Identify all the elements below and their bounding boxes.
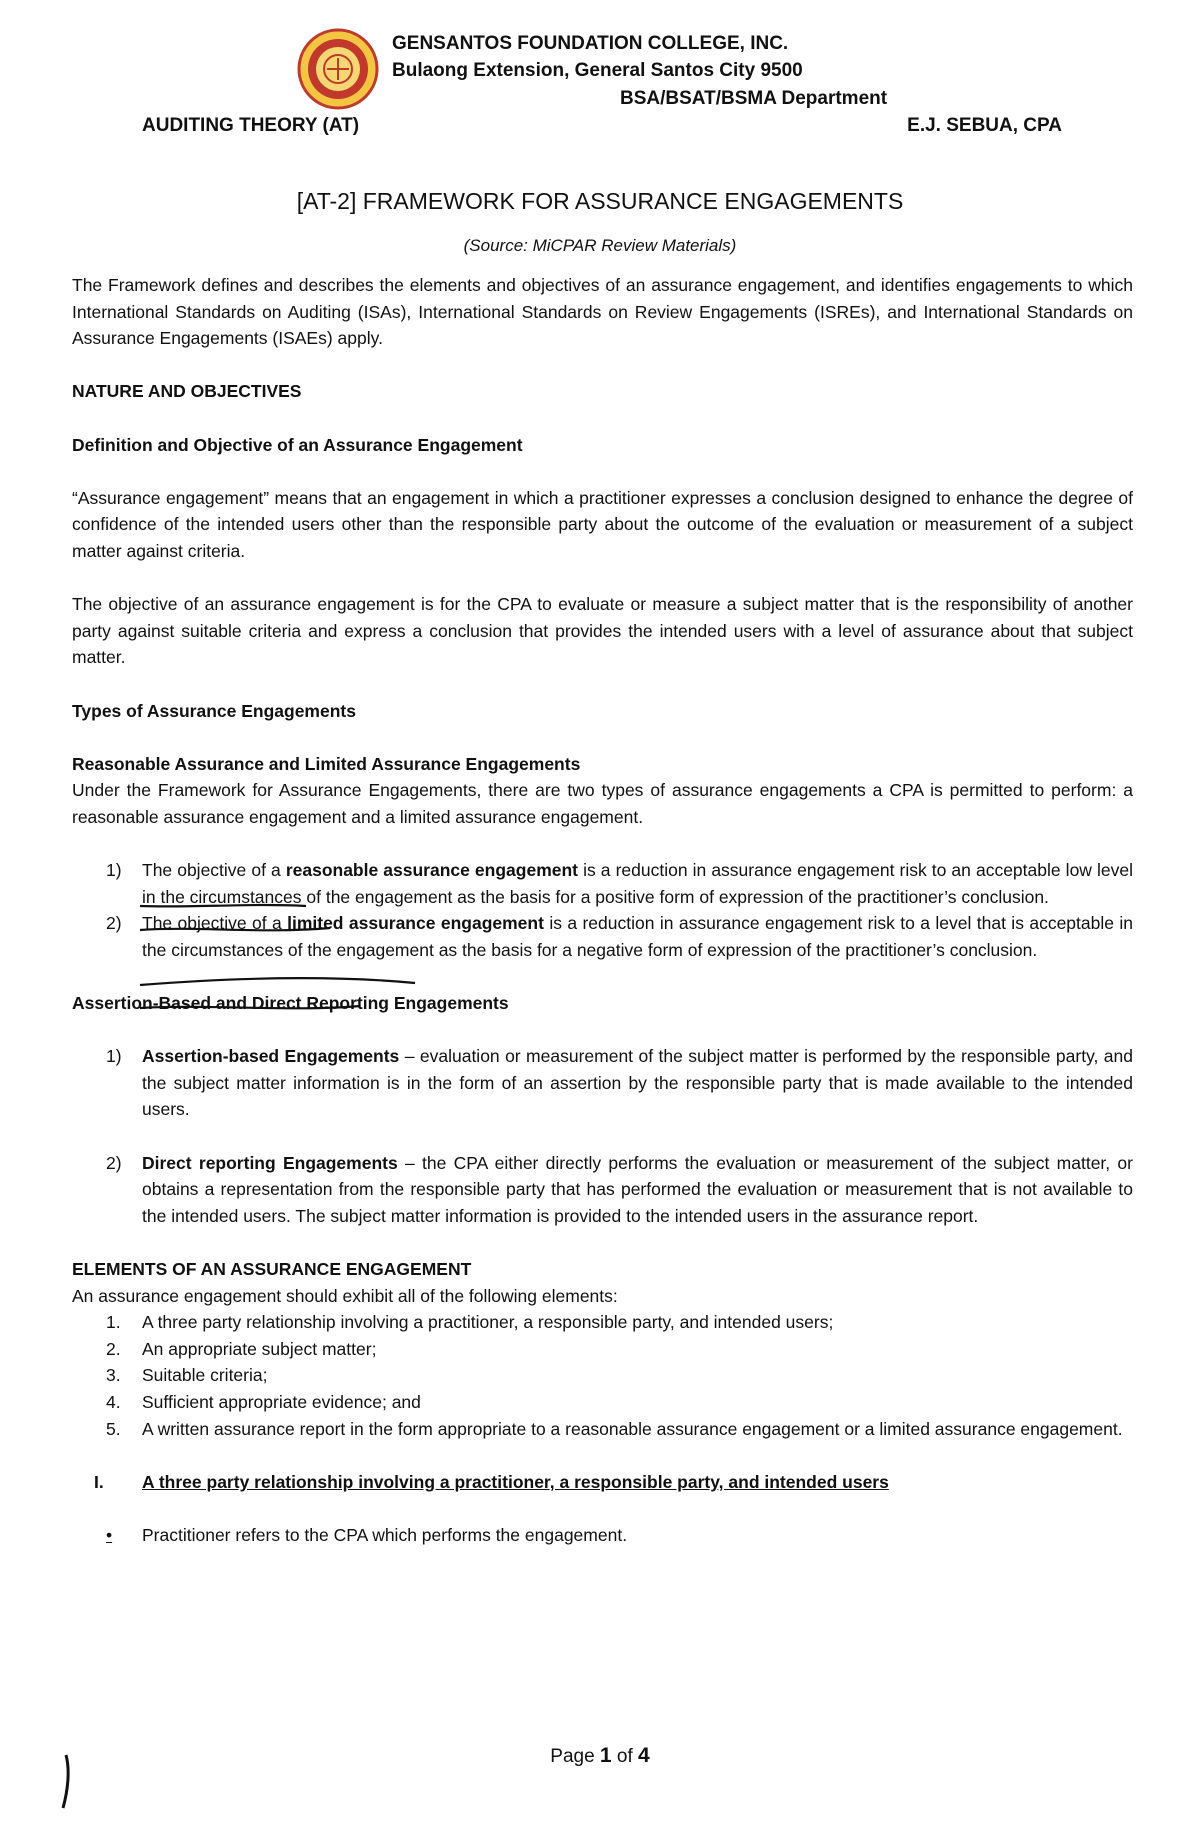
source-note: (Source: MiCPAR Review Materials) xyxy=(463,236,737,255)
types-heading: Types of Assurance Engagements xyxy=(72,700,356,721)
assurance-types-list xyxy=(72,857,1133,963)
school-address: Bulaong Extension, General Santos City 9500 xyxy=(392,60,803,81)
elements-list xyxy=(72,1309,1133,1442)
list-item: 1) Assertion-based Engagements – evaluation or measurement of the subject matter is performed by the responsible party, and the subject matter information is in the form of an assertion by the responsible party that is made available to the intended users. xyxy=(106,1046,1133,1120)
page-total: 4 xyxy=(638,1744,650,1767)
elements-heading: ELEMENTS OF AN ASSURANCE ENGAGEMENT xyxy=(72,1258,472,1279)
section-one-heading: I. A three party relationship involving a practitioner, a responsible party, and intended users xyxy=(94,1471,889,1492)
list-item: 1) The objective of a reasonable assurance engagement is a reduction in assurance engagement risk to an acceptable low level in the circumstances of the engagement as the basis for a positive form of expression of the practitioner’s conclusion. xyxy=(106,860,1133,907)
reasonable-limited-heading: Reasonable Assurance and Limited Assurance Engagements xyxy=(72,753,581,774)
list-item: 4. Sufficient appropriate evidence; and xyxy=(106,1391,421,1412)
list-item: 2. An appropriate subject matter; xyxy=(106,1338,377,1359)
subject-label: AUDITING THEORY (AT) xyxy=(142,115,360,136)
page-footer: Page 1 of 4 xyxy=(550,1744,650,1767)
department-label: BSA/BSAT/BSMA Department xyxy=(620,88,888,109)
school-header xyxy=(392,30,803,84)
college-seal-logo xyxy=(297,28,379,110)
assertion-direct-heading: Assertion-Based and Direct Reporting Engagements xyxy=(72,993,509,1014)
list-item: 1. A three party relationship involving a practitioner, a responsible party, and intended users; xyxy=(106,1312,834,1333)
instructor-label: E.J. SEBUA, CPA xyxy=(907,115,1062,136)
bullet-icon: • xyxy=(106,1524,113,1545)
practitioner-bullet: • Practitioner refers to the CPA which performs the engagement. xyxy=(72,1522,1133,1549)
objective-paragraph: The objective of an assurance engagement is for the CPA to evaluate or measure a subject matter that is the responsibility of another party against suitable criteria and express a conclusion that provides the intended users with a level of assurance about that subject matter. xyxy=(72,594,1133,668)
list-item: 2) Direct reporting Engagements – the CPA either directly performs the evaluation or measurement of the subject matter, or obtains a representation from the responsible party that has performed the evaluation or measurement that is not available to the intended users. The subject matter information is provided to the intended users in the assurance report. xyxy=(106,1152,1133,1226)
reasonable-intro-paragraph: Under the Framework for Assurance Engagements, there are two types of assurance engagements a CPA is permitted to perform: a reasonable assurance engagement and a limited assurance engagement. xyxy=(72,780,1133,827)
intro-paragraph: The Framework defines and describes the elements and objectives of an assurance engagement, and identifies engagements to which International Standards on Auditing (ISAs), International Standards on Review Engagements (ISREs), and International Standards on Assurance Engagements (ISAEs) apply. xyxy=(72,275,1133,349)
document-body xyxy=(72,272,1133,1549)
list-item: 5. A written assurance report in the form appropriate to a reasonable assurance engagement or a limited assurance engagement. xyxy=(106,1418,1123,1439)
definition-paragraph: “Assurance engagement” means that an engagement in which a practitioner expresses a conclusion designed to enhance the degree of confidence of the intended users other than the responsible party about the outcome of the evaluation or measurement of a subject matter against criteria. xyxy=(72,487,1133,561)
engagement-kinds-list xyxy=(72,1043,1133,1229)
list-item: 3. Suitable criteria; xyxy=(106,1365,268,1386)
nature-heading: NATURE AND OBJECTIVES xyxy=(72,381,302,402)
school-name: GENSANTOS FOUNDATION COLLEGE, INC. xyxy=(392,33,789,54)
page-number: 1 xyxy=(599,1744,612,1767)
elements-intro: An assurance engagement should exhibit all of the following elements: xyxy=(72,1285,618,1306)
document-title: [AT-2] FRAMEWORK FOR ASSURANCE ENGAGEMENTS xyxy=(296,188,904,214)
definition-heading: Definition and Objective of an Assurance Engagement xyxy=(72,434,523,455)
list-item: 2) The objective of a limited assurance engagement is a reduction in assurance engagement risk to a level that is acceptable in the circumstances of the engagement as the basis for a negative form of expression of the practitioner’s conclusion. xyxy=(106,913,1133,960)
